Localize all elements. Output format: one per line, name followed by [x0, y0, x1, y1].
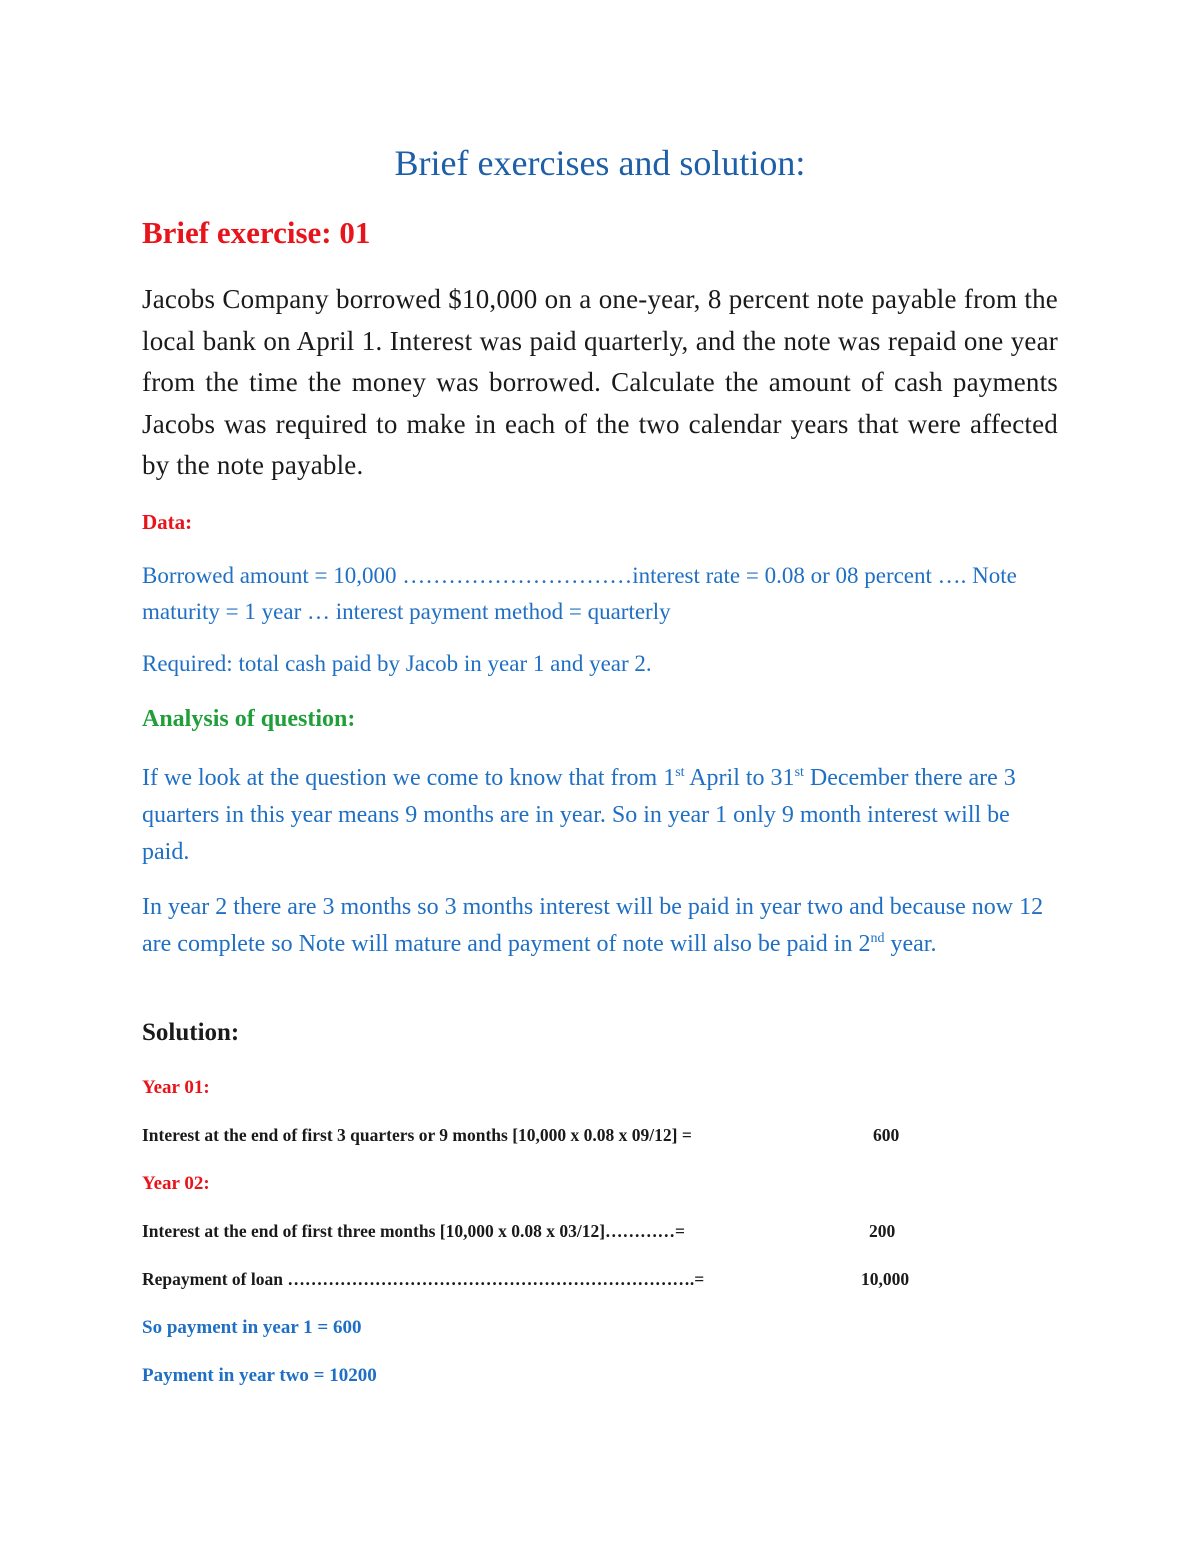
- year-02-label: Year 02:: [142, 1173, 210, 1194]
- summary-year-2: Payment in year two = 10200: [142, 1365, 377, 1386]
- analysis-p2-part-b: year.: [884, 931, 937, 957]
- data-label: Data:: [142, 510, 193, 534]
- year-02-interest-value: 200: [869, 1221, 896, 1241]
- data-text: Borrowed amount = 10,000 …………………………interest rate = 0.08 or 08 percent …. Note maturity = 1 year … interest payment method = quarterly: [142, 563, 1017, 624]
- analysis-p1-part-b: April to 31: [684, 765, 795, 791]
- summary-year-1: So payment in year 1 = 600: [142, 1317, 362, 1338]
- analysis-p1-sup-1: st: [675, 765, 685, 780]
- year-02-interest-row: Interest at the end of first three months [10,000 x 0.08 x 03/12]…………=: [142, 1221, 686, 1241]
- year-01-label: Year 01:: [142, 1077, 210, 1098]
- exercise-heading: Brief exercise: 01: [142, 215, 371, 250]
- year-01-interest-value: 600: [873, 1125, 900, 1145]
- loan-repayment-value: 10,000: [861, 1269, 910, 1289]
- analysis-p2-sup: nd: [870, 931, 885, 946]
- required-text: Required: total cash paid by Jacob in year 1 and year 2.: [142, 651, 652, 676]
- analysis-p1-part-a: If we look at the question we come to know that from 1: [142, 765, 676, 791]
- analysis-p1-part-c: December there are 3 quarters in this year means 9 months are in year. So in year 1 only 9 month interest will be paid.: [142, 765, 1016, 865]
- analysis-paragraph-2: [142, 889, 1058, 963]
- loan-repayment-row: Repayment of loan …………………………………………………………….=: [142, 1269, 705, 1289]
- solution-label: Solution:: [142, 1019, 240, 1046]
- analysis-p1-sup-2: st: [794, 765, 804, 780]
- year-01-interest-row: Interest at the end of first 3 quarters or 9 months [10,000 x 0.08 x 09/12] =: [142, 1125, 692, 1145]
- analysis-label: Analysis of question:: [142, 706, 356, 732]
- page-title: Brief exercises and solution:: [394, 143, 806, 183]
- problem-statement: Jacobs Company borrowed $10,000 on a one-year, 8 percent note payable from the local bank on April 1. Interest was paid quarterly, and the note was repaid one year from the time the money was borrowed. Calculate the amount of cash payments Jacobs was required to make in each of the two calendar years that were affected by the note payable.: [142, 284, 1058, 480]
- analysis-paragraph-1: [142, 760, 1058, 871]
- analysis-p2-part-a: In year 2 there are 3 months so 3 months interest will be paid in year two and because now 12 are complete so Note will mature and payment of note will also be paid in 2: [142, 894, 1044, 957]
